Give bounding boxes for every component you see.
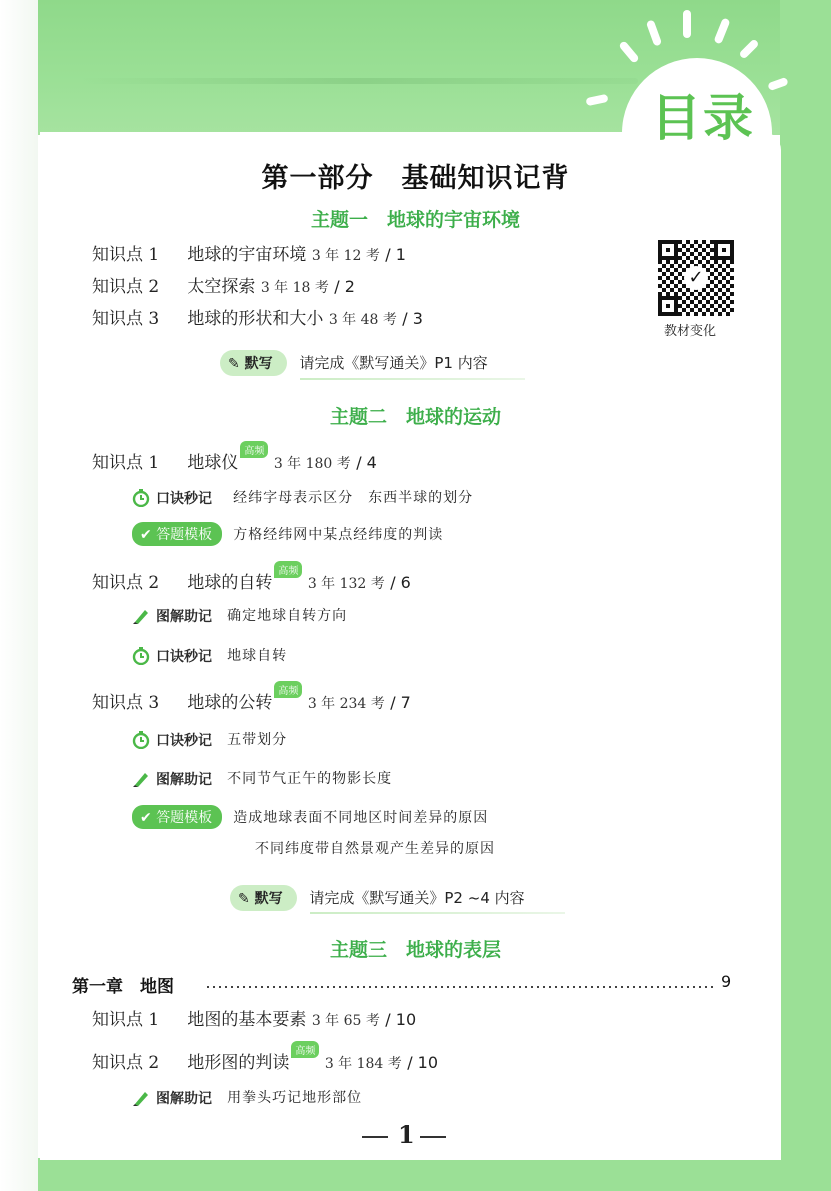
knowledge-point[interactable]	[92, 304, 423, 329]
stopwatch-icon	[132, 647, 150, 665]
kp-page: / 10	[407, 1053, 439, 1072]
kp-label: 知识点 1	[92, 453, 160, 473]
tag-label: ✔ 答题模板	[132, 522, 222, 546]
chapter-page: 9	[721, 972, 732, 991]
pencil-icon	[132, 770, 150, 788]
moxie-row[interactable]	[220, 350, 488, 376]
kp-name: 地形图的判读	[187, 1053, 290, 1073]
tag-label: 口诀秒记	[156, 732, 212, 749]
tag-label: 图解助记	[156, 1090, 212, 1107]
moxie-tag: ✎ 默写	[230, 885, 297, 911]
knowledge-point[interactable]	[92, 272, 355, 297]
kp-frequency: 3 年 180 考	[273, 456, 351, 472]
moxie-underline	[310, 912, 565, 914]
knowledge-point[interactable]	[92, 688, 411, 713]
knowledge-point[interactable]	[92, 1048, 438, 1073]
pencil-icon	[132, 1089, 150, 1107]
hot-badge: 高频	[240, 441, 268, 458]
toc-badge: 目录	[651, 89, 755, 147]
moxie-underline	[300, 378, 525, 380]
kp-label: 知识点 1	[92, 245, 160, 265]
check-circle-icon: ✔	[140, 810, 157, 826]
kp-name: 地球仪	[187, 453, 239, 473]
kp-page: / 2	[334, 277, 355, 296]
kp-label: 知识点 3	[92, 693, 160, 713]
pencil-icon	[132, 607, 150, 625]
kp-name: 地球的公转	[187, 693, 273, 713]
dot-leader	[205, 986, 713, 988]
kp-page: / 4	[356, 453, 377, 472]
kp-label: 知识点 3	[92, 309, 160, 329]
chapter-title[interactable]: 第一章 地图	[72, 977, 174, 997]
kp-label: 知识点 2	[92, 573, 160, 593]
tag-text: 地球自转	[227, 648, 288, 664]
kp-label: 知识点 1	[92, 1010, 160, 1030]
kp-label: 知识点 2	[92, 277, 160, 297]
tag-row[interactable]	[132, 522, 443, 546]
tag-label: 口诀秒记	[156, 490, 212, 507]
tag-text: 确定地球自转方向	[227, 608, 348, 624]
kp-frequency: 3 年 65 考	[311, 1013, 380, 1029]
kp-frequency: 3 年 234 考	[307, 696, 385, 712]
hot-badge: 高频	[274, 681, 302, 698]
tag-text: 经纬字母表示区分 东西半球的划分	[233, 490, 474, 506]
tag-row[interactable]	[132, 805, 488, 829]
tag-text: 方格经纬网中某点经纬度的判读	[233, 526, 444, 543]
kp-page: / 6	[390, 573, 411, 592]
topic-title: 主题三 地球的表层	[329, 939, 501, 961]
kp-frequency: 3 年 184 考	[324, 1056, 402, 1072]
knowledge-point[interactable]	[92, 240, 406, 265]
kp-name: 地球的宇宙环境	[187, 245, 307, 265]
stopwatch-icon	[132, 731, 150, 749]
kp-name: 地球的自转	[187, 573, 273, 593]
check-icon: ✓	[684, 266, 708, 290]
footer-band	[38, 1158, 831, 1191]
tag-label: ✔ 答题模板	[132, 805, 222, 829]
tag-label: 口诀秒记	[156, 648, 212, 665]
moxie-text: 请完成《默写通关》P2 ~4 内容	[309, 888, 525, 907]
tag-text: 不同纬度带自然景观产生差异的原因	[255, 841, 495, 857]
tag-text: 不同节气正午的物影长度	[227, 771, 393, 787]
part-title: 第一部分 基础知识记背	[261, 163, 570, 194]
knowledge-point[interactable]	[92, 568, 411, 593]
knowledge-point[interactable]	[92, 448, 377, 473]
tag-row[interactable]	[132, 645, 287, 666]
hot-badge: 高频	[274, 561, 302, 578]
qr-caption: 教材变化	[664, 324, 717, 339]
kp-name: 地球的形状和大小	[187, 309, 324, 329]
tag-text: 五带划分	[227, 732, 288, 748]
page-number-dash	[420, 1136, 446, 1138]
tag-row[interactable]	[132, 605, 347, 626]
badge-ray	[683, 10, 691, 38]
kp-label: 知识点 2	[92, 1053, 160, 1073]
stopwatch-icon	[132, 489, 150, 507]
kp-frequency: 3 年 132 考	[307, 576, 385, 592]
kp-page: / 3	[402, 309, 423, 328]
kp-name: 太空探索	[187, 277, 256, 297]
kp-page: / 7	[390, 693, 411, 712]
moxie-row[interactable]	[230, 885, 525, 911]
topic-title: 主题一 地球的宇宙环境	[310, 209, 520, 231]
kp-page: / 10	[385, 1010, 417, 1029]
pencil-icon: ✎	[228, 356, 245, 372]
moxie-tag: ✎ 默写	[220, 350, 287, 376]
pencil-icon: ✎	[238, 891, 255, 907]
tag-text: 造成地球表面不同地区时间差异的原因	[233, 809, 489, 826]
tag-row[interactable]	[132, 1087, 362, 1108]
kp-name: 地图的基本要素	[187, 1010, 307, 1030]
page-number: 1	[398, 1120, 415, 1149]
tag-row[interactable]	[132, 768, 392, 789]
hot-badge: 高频	[291, 1041, 319, 1058]
moxie-text: 请完成《默写通关》P1 内容	[299, 353, 488, 372]
check-circle-icon: ✔	[140, 527, 157, 543]
page-number-dash	[362, 1136, 388, 1138]
tag-row[interactable]	[132, 487, 473, 508]
kp-frequency: 3 年 12 考	[311, 248, 380, 264]
tag-label: 图解助记	[156, 608, 212, 625]
qr-code[interactable]	[658, 240, 734, 316]
tag-text: 用拳头巧记地形部位	[227, 1090, 363, 1106]
knowledge-point[interactable]	[92, 1005, 416, 1030]
tag-label: 图解助记	[156, 771, 212, 788]
topic-title: 主题二 地球的运动	[329, 406, 501, 428]
kp-frequency: 3 年 18 考	[260, 280, 329, 296]
kp-page: / 1	[385, 245, 406, 264]
kp-frequency: 3 年 48 考	[328, 312, 397, 328]
tag-row[interactable]	[132, 729, 287, 750]
